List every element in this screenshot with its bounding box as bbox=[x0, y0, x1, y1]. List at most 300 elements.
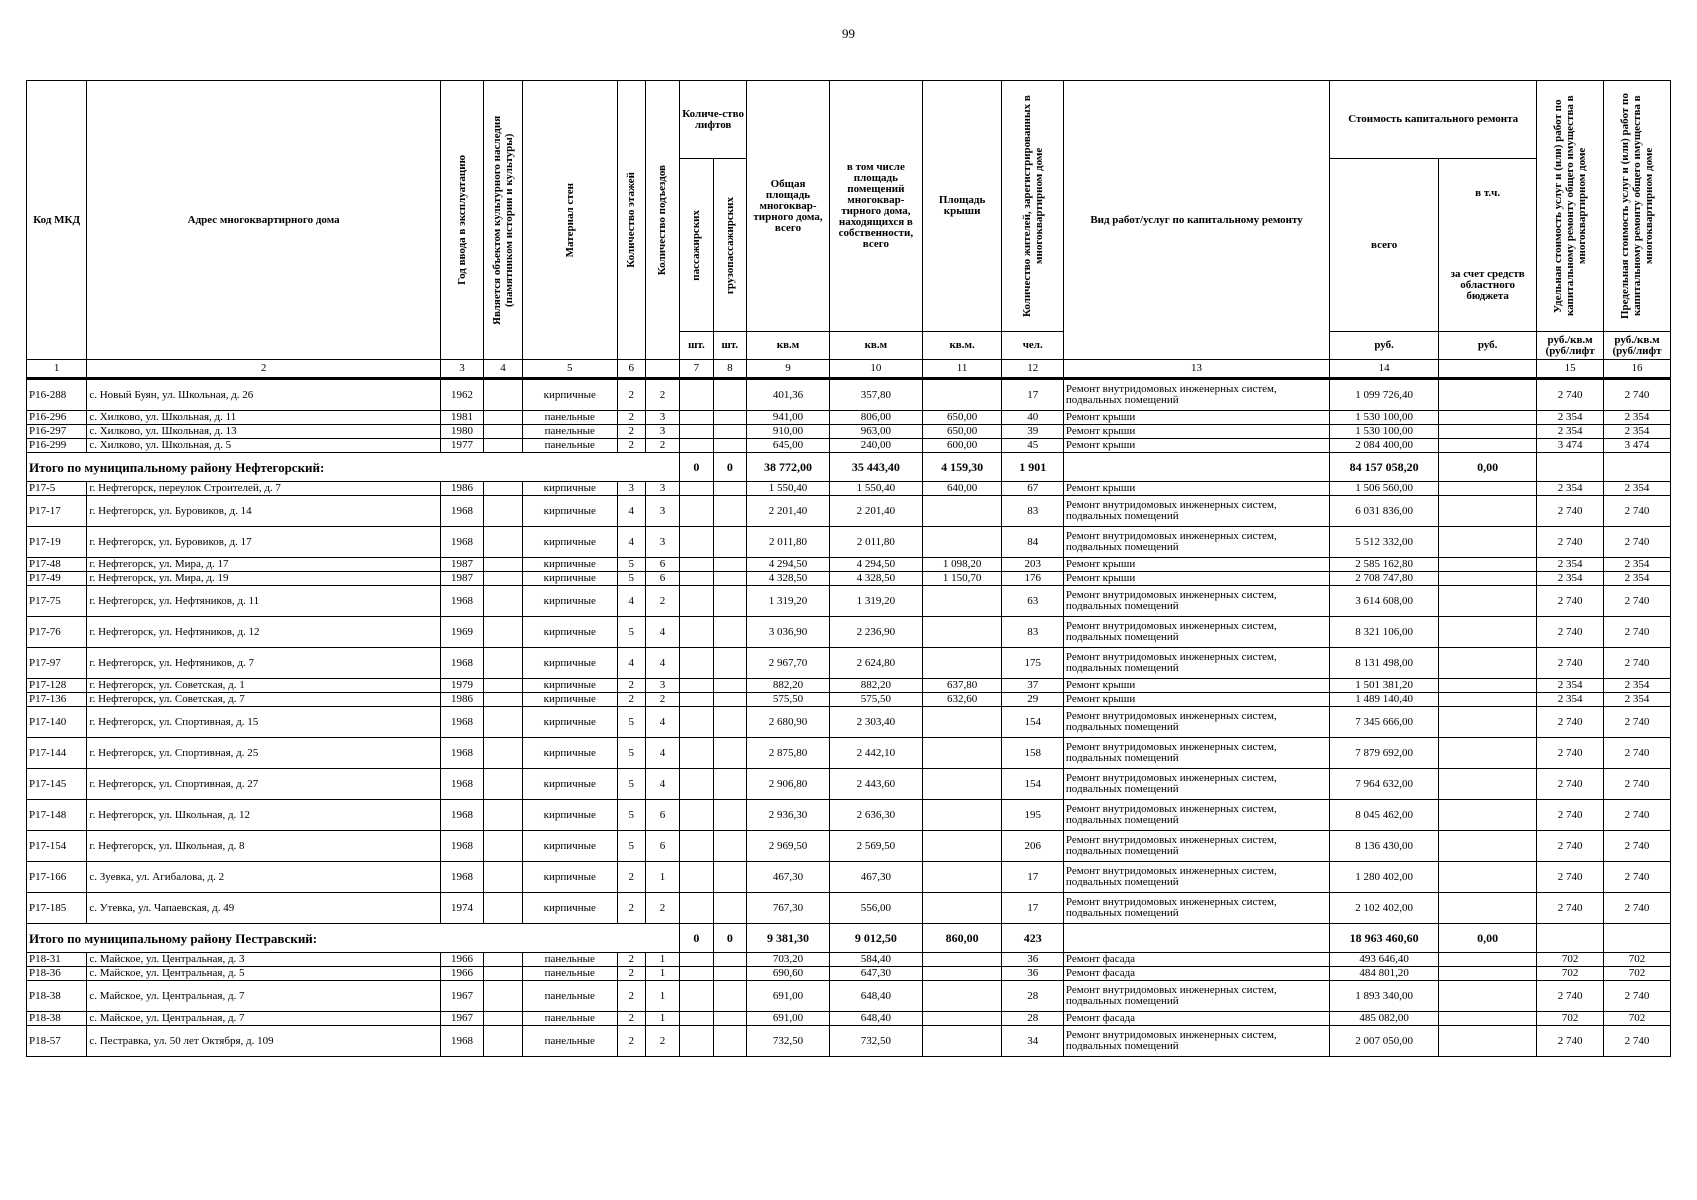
cost-regional bbox=[1439, 1026, 1537, 1057]
total-lifts-pass: 0 bbox=[680, 453, 713, 482]
wall-material: панельные bbox=[522, 953, 617, 967]
limit-cost: 2 740 bbox=[1604, 800, 1671, 831]
total-area: 4 328,50 bbox=[747, 572, 830, 586]
lifts-pass bbox=[680, 800, 713, 831]
cost-regional bbox=[1439, 572, 1537, 586]
residents: 29 bbox=[1002, 693, 1063, 707]
total-area: 401,36 bbox=[747, 379, 830, 411]
col-header-floors: Количество этажей bbox=[617, 81, 645, 360]
limit-cost: 2 740 bbox=[1604, 862, 1671, 893]
limit-cost: 2 740 bbox=[1604, 893, 1671, 924]
unit-pcs-1: шт. bbox=[680, 332, 713, 360]
wall-material: панельные bbox=[522, 967, 617, 981]
mkd-code: Р17-48 bbox=[27, 558, 87, 572]
owned-area: 2 011,80 bbox=[830, 527, 923, 558]
year: 1968 bbox=[440, 1026, 483, 1057]
cost-total: 7 879 692,00 bbox=[1330, 738, 1439, 769]
unit-sqm-2: кв.м bbox=[830, 332, 923, 360]
column-number: 2 bbox=[87, 360, 441, 379]
address: с. Новый Буян, ул. Школьная, д. 26 bbox=[87, 379, 441, 411]
floors: 2 bbox=[617, 411, 645, 425]
lifts-cargo bbox=[713, 1012, 746, 1026]
year: 1968 bbox=[440, 648, 483, 679]
entrances: 4 bbox=[645, 707, 679, 738]
wall-material: кирпичные bbox=[522, 831, 617, 862]
year: 1966 bbox=[440, 953, 483, 967]
year: 1979 bbox=[440, 679, 483, 693]
heritage bbox=[484, 1012, 523, 1026]
entrances: 1 bbox=[645, 862, 679, 893]
mkd-code: Р17-5 bbox=[27, 482, 87, 496]
column-number: 10 bbox=[830, 360, 923, 379]
residents: 158 bbox=[1002, 738, 1063, 769]
floors: 4 bbox=[617, 586, 645, 617]
limit-cost: 2 354 bbox=[1604, 482, 1671, 496]
unit-cost: 2 740 bbox=[1537, 1026, 1604, 1057]
floors: 5 bbox=[617, 800, 645, 831]
entrances: 2 bbox=[645, 586, 679, 617]
owned-area: 1 550,40 bbox=[830, 482, 923, 496]
lifts-pass bbox=[680, 679, 713, 693]
owned-area: 2 624,80 bbox=[830, 648, 923, 679]
wall-material: кирпичные bbox=[522, 800, 617, 831]
lifts-cargo bbox=[713, 707, 746, 738]
mkd-code: Р18-36 bbox=[27, 967, 87, 981]
year: 1967 bbox=[440, 981, 483, 1012]
residents: 195 bbox=[1002, 800, 1063, 831]
column-number: 15 bbox=[1537, 360, 1604, 379]
table-row bbox=[27, 1026, 1671, 1057]
cost-regional bbox=[1439, 862, 1537, 893]
column-number: 5 bbox=[522, 360, 617, 379]
work-type: Ремонт внутридомовых инженерных систем, подвальных помещений bbox=[1063, 862, 1329, 893]
table-row bbox=[27, 439, 1671, 453]
heritage bbox=[484, 496, 523, 527]
wall-material: кирпичные bbox=[522, 893, 617, 924]
work-type: Ремонт крыши bbox=[1063, 482, 1329, 496]
cost-total: 5 512 332,00 bbox=[1330, 527, 1439, 558]
unit-cost: 2 740 bbox=[1537, 527, 1604, 558]
cost-total: 8 131 498,00 bbox=[1330, 648, 1439, 679]
address: с. Майское, ул. Центральная, д. 7 bbox=[87, 1012, 441, 1026]
col-header-regional bbox=[1439, 159, 1537, 332]
roof-area bbox=[922, 967, 1002, 981]
limit-cost: 2 740 bbox=[1604, 738, 1671, 769]
heritage bbox=[484, 411, 523, 425]
limit-cost: 2 354 bbox=[1604, 558, 1671, 572]
cost-regional bbox=[1439, 981, 1537, 1012]
residents: 203 bbox=[1002, 558, 1063, 572]
address: с. Майское, ул. Центральная, д. 3 bbox=[87, 953, 441, 967]
unit-cost: 2 354 bbox=[1537, 558, 1604, 572]
entrances: 1 bbox=[645, 953, 679, 967]
owned-area: 2 236,90 bbox=[830, 617, 923, 648]
entrances: 3 bbox=[645, 527, 679, 558]
cost-total: 484 801,20 bbox=[1330, 967, 1439, 981]
lifts-cargo bbox=[713, 953, 746, 967]
cost-total: 7 964 632,00 bbox=[1330, 769, 1439, 800]
unit-cost: 2 354 bbox=[1537, 411, 1604, 425]
owned-area: 357,80 bbox=[830, 379, 923, 411]
total-unit-empty bbox=[1537, 924, 1604, 953]
owned-area: 240,00 bbox=[830, 439, 923, 453]
cost-total: 7 345 666,00 bbox=[1330, 707, 1439, 738]
mkd-code: Р18-31 bbox=[27, 953, 87, 967]
heritage bbox=[484, 831, 523, 862]
heritage bbox=[484, 679, 523, 693]
lifts-pass bbox=[680, 439, 713, 453]
wall-material: кирпичные bbox=[522, 693, 617, 707]
year: 1986 bbox=[440, 693, 483, 707]
entrances: 3 bbox=[645, 411, 679, 425]
total-area: 703,20 bbox=[747, 953, 830, 967]
col-header-total-area: Общая площадь многоквар-тирного дома, всего bbox=[747, 81, 830, 332]
cost-total: 1 530 100,00 bbox=[1330, 425, 1439, 439]
unit-cost: 2 740 bbox=[1537, 707, 1604, 738]
work-type: Ремонт внутридомовых инженерных систем, подвальных помещений bbox=[1063, 981, 1329, 1012]
unit-cost: 702 bbox=[1537, 1012, 1604, 1026]
lifts-pass bbox=[680, 648, 713, 679]
district-total-row bbox=[27, 453, 1671, 482]
mkd-code: Р17-49 bbox=[27, 572, 87, 586]
floors: 5 bbox=[617, 558, 645, 572]
limit-cost: 2 740 bbox=[1604, 981, 1671, 1012]
wall-material: панельные bbox=[522, 1012, 617, 1026]
roof-area: 650,00 bbox=[922, 425, 1002, 439]
floors: 2 bbox=[617, 1012, 645, 1026]
total-lifts-cargo: 0 bbox=[713, 924, 746, 953]
column-number: 12 bbox=[1002, 360, 1063, 379]
wall-material: кирпичные bbox=[522, 482, 617, 496]
entrances: 6 bbox=[645, 800, 679, 831]
work-type: Ремонт крыши bbox=[1063, 411, 1329, 425]
heritage bbox=[484, 439, 523, 453]
col-header-address: Адрес многоквартирного дома bbox=[87, 81, 441, 360]
total-area: 2 969,50 bbox=[747, 831, 830, 862]
roof-area bbox=[922, 496, 1002, 527]
heritage bbox=[484, 648, 523, 679]
lifts-pass bbox=[680, 862, 713, 893]
floors: 2 bbox=[617, 439, 645, 453]
unit-cost: 3 474 bbox=[1537, 439, 1604, 453]
limit-cost: 2 740 bbox=[1604, 496, 1671, 527]
lifts-cargo bbox=[713, 648, 746, 679]
work-type: Ремонт внутридомовых инженерных систем, подвальных помещений bbox=[1063, 800, 1329, 831]
residents: 17 bbox=[1002, 379, 1063, 411]
unit-cost: 702 bbox=[1537, 953, 1604, 967]
heritage bbox=[484, 379, 523, 411]
residents: 175 bbox=[1002, 648, 1063, 679]
table-row bbox=[27, 1012, 1671, 1026]
floors: 2 bbox=[617, 425, 645, 439]
heritage bbox=[484, 586, 523, 617]
lifts-cargo bbox=[713, 967, 746, 981]
entrances: 2 bbox=[645, 693, 679, 707]
table-row bbox=[27, 586, 1671, 617]
cost-regional bbox=[1439, 769, 1537, 800]
total-roof-area: 4 159,30 bbox=[922, 453, 1002, 482]
table-row bbox=[27, 411, 1671, 425]
cost-total: 493 646,40 bbox=[1330, 953, 1439, 967]
cost-total: 1 501 381,20 bbox=[1330, 679, 1439, 693]
capital-repair-table bbox=[26, 80, 1671, 1057]
wall-material: кирпичные bbox=[522, 572, 617, 586]
entrances: 4 bbox=[645, 617, 679, 648]
owned-area: 648,40 bbox=[830, 1012, 923, 1026]
entrances: 6 bbox=[645, 831, 679, 862]
total-area: 2 680,90 bbox=[747, 707, 830, 738]
year: 1981 bbox=[440, 411, 483, 425]
total-area: 645,00 bbox=[747, 439, 830, 453]
owned-area: 648,40 bbox=[830, 981, 923, 1012]
lifts-pass bbox=[680, 967, 713, 981]
cost-regional bbox=[1439, 1012, 1537, 1026]
total-label: Итого по муниципальному району Пестравский: bbox=[27, 924, 680, 953]
mkd-code: Р17-97 bbox=[27, 648, 87, 679]
lifts-pass bbox=[680, 379, 713, 411]
total-work-empty bbox=[1063, 924, 1329, 953]
entrances: 3 bbox=[645, 679, 679, 693]
owned-area: 2 442,10 bbox=[830, 738, 923, 769]
page-number: 99 bbox=[842, 26, 855, 41]
residents: 17 bbox=[1002, 893, 1063, 924]
heritage bbox=[484, 425, 523, 439]
cost-regional bbox=[1439, 586, 1537, 617]
residents: 154 bbox=[1002, 769, 1063, 800]
cost-total: 2 585 162,80 bbox=[1330, 558, 1439, 572]
limit-cost: 2 740 bbox=[1604, 617, 1671, 648]
work-type: Ремонт внутридомовых инженерных систем, подвальных помещений bbox=[1063, 831, 1329, 862]
address: г. Нефтегорск, ул. Спортивная, д. 25 bbox=[87, 738, 441, 769]
year: 1986 bbox=[440, 482, 483, 496]
cost-regional bbox=[1439, 738, 1537, 769]
unit-cost: 2 740 bbox=[1537, 586, 1604, 617]
total-area: 691,00 bbox=[747, 1012, 830, 1026]
cost-regional bbox=[1439, 411, 1537, 425]
cost-regional bbox=[1439, 693, 1537, 707]
wall-material: кирпичные bbox=[522, 862, 617, 893]
cost-regional bbox=[1439, 439, 1537, 453]
owned-area: 806,00 bbox=[830, 411, 923, 425]
address: г. Нефтегорск, ул. Школьная, д. 8 bbox=[87, 831, 441, 862]
work-type: Ремонт крыши bbox=[1063, 425, 1329, 439]
cost-regional bbox=[1439, 425, 1537, 439]
lifts-pass bbox=[680, 707, 713, 738]
cost-regional bbox=[1439, 648, 1537, 679]
lifts-pass bbox=[680, 425, 713, 439]
owned-area: 467,30 bbox=[830, 862, 923, 893]
entrances: 1 bbox=[645, 967, 679, 981]
unit-cost: 2 740 bbox=[1537, 738, 1604, 769]
cost-total: 1 489 140,40 bbox=[1330, 693, 1439, 707]
address: г. Нефтегорск, ул. Советская, д. 7 bbox=[87, 693, 441, 707]
column-number bbox=[645, 360, 679, 379]
limit-cost: 2 354 bbox=[1604, 425, 1671, 439]
cost-regional bbox=[1439, 967, 1537, 981]
work-type: Ремонт крыши bbox=[1063, 439, 1329, 453]
year: 1980 bbox=[440, 425, 483, 439]
unit-cost: 2 740 bbox=[1537, 617, 1604, 648]
heritage bbox=[484, 981, 523, 1012]
entrances: 4 bbox=[645, 769, 679, 800]
cost-total: 1 099 726,40 bbox=[1330, 379, 1439, 411]
work-type: Ремонт фасада bbox=[1063, 967, 1329, 981]
total-lifts-pass: 0 bbox=[680, 924, 713, 953]
owned-area: 2 636,30 bbox=[830, 800, 923, 831]
total-area: 467,30 bbox=[747, 862, 830, 893]
wall-material: кирпичные bbox=[522, 738, 617, 769]
cost-regional bbox=[1439, 527, 1537, 558]
total-residents: 423 bbox=[1002, 924, 1063, 953]
total-area: 910,00 bbox=[747, 425, 830, 439]
lifts-pass bbox=[680, 953, 713, 967]
residents: 40 bbox=[1002, 411, 1063, 425]
mkd-code: Р16-297 bbox=[27, 425, 87, 439]
floors: 5 bbox=[617, 617, 645, 648]
lifts-pass bbox=[680, 1026, 713, 1057]
col-header-cost-total: всего bbox=[1330, 159, 1439, 332]
address: г. Нефтегорск, ул. Буровиков, д. 17 bbox=[87, 527, 441, 558]
col-header-work-type: Вид работ/услуг по капитальному ремонту bbox=[1063, 81, 1329, 360]
total-area: 3 036,90 bbox=[747, 617, 830, 648]
lifts-cargo bbox=[713, 981, 746, 1012]
limit-cost: 702 bbox=[1604, 953, 1671, 967]
table-row bbox=[27, 425, 1671, 439]
total-area: 1 319,20 bbox=[747, 586, 830, 617]
unit-cost: 2 740 bbox=[1537, 981, 1604, 1012]
year: 1987 bbox=[440, 572, 483, 586]
table-header bbox=[27, 81, 1671, 379]
heritage bbox=[484, 769, 523, 800]
mkd-code: Р18-38 bbox=[27, 1012, 87, 1026]
unit-cost: 2 740 bbox=[1537, 831, 1604, 862]
entrances: 3 bbox=[645, 482, 679, 496]
total-limit-empty bbox=[1604, 453, 1671, 482]
lifts-pass bbox=[680, 1012, 713, 1026]
lifts-cargo bbox=[713, 893, 746, 924]
wall-material: кирпичные bbox=[522, 617, 617, 648]
residents: 17 bbox=[1002, 862, 1063, 893]
owned-area: 647,30 bbox=[830, 967, 923, 981]
roof-area bbox=[922, 527, 1002, 558]
col-header-lifts: Количе-ство лифтов bbox=[680, 81, 747, 159]
address: с. Утевка, ул. Чапаевская, д. 49 bbox=[87, 893, 441, 924]
roof-area bbox=[922, 586, 1002, 617]
column-number: 14 bbox=[1330, 360, 1439, 379]
work-type: Ремонт крыши bbox=[1063, 693, 1329, 707]
lifts-cargo bbox=[713, 586, 746, 617]
lifts-cargo bbox=[713, 738, 746, 769]
total-area: 4 294,50 bbox=[747, 558, 830, 572]
address: г. Нефтегорск, ул. Спортивная, д. 27 bbox=[87, 769, 441, 800]
table-row bbox=[27, 379, 1671, 411]
lifts-cargo bbox=[713, 527, 746, 558]
residents: 83 bbox=[1002, 617, 1063, 648]
entrances: 4 bbox=[645, 648, 679, 679]
table-row bbox=[27, 862, 1671, 893]
table-row bbox=[27, 707, 1671, 738]
incl-label: в т.ч. bbox=[1475, 187, 1501, 200]
unit-cost: 2 740 bbox=[1537, 496, 1604, 527]
mkd-code: Р17-19 bbox=[27, 527, 87, 558]
wall-material: панельные bbox=[522, 439, 617, 453]
lifts-cargo bbox=[713, 679, 746, 693]
address: с. Хилково, ул. Школьная, д. 5 bbox=[87, 439, 441, 453]
owned-area: 2 303,40 bbox=[830, 707, 923, 738]
residents: 34 bbox=[1002, 1026, 1063, 1057]
lifts-cargo bbox=[713, 572, 746, 586]
address: г. Нефтегорск, ул. Мира, д. 19 bbox=[87, 572, 441, 586]
residents: 45 bbox=[1002, 439, 1063, 453]
total-label: Итого по муниципальному району Нефтегорский: bbox=[27, 453, 680, 482]
work-type: Ремонт внутридомовых инженерных систем, подвальных помещений bbox=[1063, 893, 1329, 924]
year: 1968 bbox=[440, 769, 483, 800]
year: 1969 bbox=[440, 617, 483, 648]
heritage bbox=[484, 862, 523, 893]
mkd-code: Р17-166 bbox=[27, 862, 87, 893]
year: 1962 bbox=[440, 379, 483, 411]
column-number: 6 bbox=[617, 360, 645, 379]
table-row bbox=[27, 693, 1671, 707]
cost-total: 8 045 462,00 bbox=[1330, 800, 1439, 831]
mkd-code: Р16-299 bbox=[27, 439, 87, 453]
owned-area: 732,50 bbox=[830, 1026, 923, 1057]
year: 1968 bbox=[440, 586, 483, 617]
total-lifts-cargo: 0 bbox=[713, 453, 746, 482]
column-number: 11 bbox=[922, 360, 1002, 379]
cost-total: 2 084 400,00 bbox=[1330, 439, 1439, 453]
roof-area bbox=[922, 738, 1002, 769]
column-number: 16 bbox=[1604, 360, 1671, 379]
entrances: 2 bbox=[645, 893, 679, 924]
wall-material: кирпичные bbox=[522, 586, 617, 617]
table-row bbox=[27, 893, 1671, 924]
table-row bbox=[27, 831, 1671, 862]
wall-material: кирпичные bbox=[522, 648, 617, 679]
year: 1967 bbox=[440, 1012, 483, 1026]
year: 1977 bbox=[440, 439, 483, 453]
address: г. Нефтегорск, ул. Мира, д. 17 bbox=[87, 558, 441, 572]
work-type: Ремонт внутридомовых инженерных систем, подвальных помещений bbox=[1063, 1026, 1329, 1057]
lifts-pass bbox=[680, 482, 713, 496]
cost-total: 1 530 100,00 bbox=[1330, 411, 1439, 425]
total-owned-area: 9 012,50 bbox=[830, 924, 923, 953]
mkd-code: Р17-144 bbox=[27, 738, 87, 769]
cost-total: 485 082,00 bbox=[1330, 1012, 1439, 1026]
wall-material: панельные bbox=[522, 425, 617, 439]
total-area: 732,50 bbox=[747, 1026, 830, 1057]
limit-cost: 2 740 bbox=[1604, 769, 1671, 800]
address: с. Майское, ул. Центральная, д. 7 bbox=[87, 981, 441, 1012]
unit-cost: 2 740 bbox=[1537, 800, 1604, 831]
limit-cost: 2 740 bbox=[1604, 648, 1671, 679]
floors: 2 bbox=[617, 679, 645, 693]
total-limit-empty bbox=[1604, 924, 1671, 953]
cost-regional bbox=[1439, 707, 1537, 738]
roof-area: 650,00 bbox=[922, 411, 1002, 425]
col-header-residents: Количество жителей, зарегистрированных в многоквартирном доме bbox=[1002, 81, 1063, 332]
owned-area: 963,00 bbox=[830, 425, 923, 439]
year: 1968 bbox=[440, 527, 483, 558]
year: 1968 bbox=[440, 862, 483, 893]
lifts-cargo bbox=[713, 496, 746, 527]
residents: 39 bbox=[1002, 425, 1063, 439]
table-row bbox=[27, 981, 1671, 1012]
mkd-code: Р17-128 bbox=[27, 679, 87, 693]
work-type: Ремонт крыши bbox=[1063, 558, 1329, 572]
total-residents: 1 901 bbox=[1002, 453, 1063, 482]
address: г. Нефтегорск, ул. Спортивная, д. 15 bbox=[87, 707, 441, 738]
